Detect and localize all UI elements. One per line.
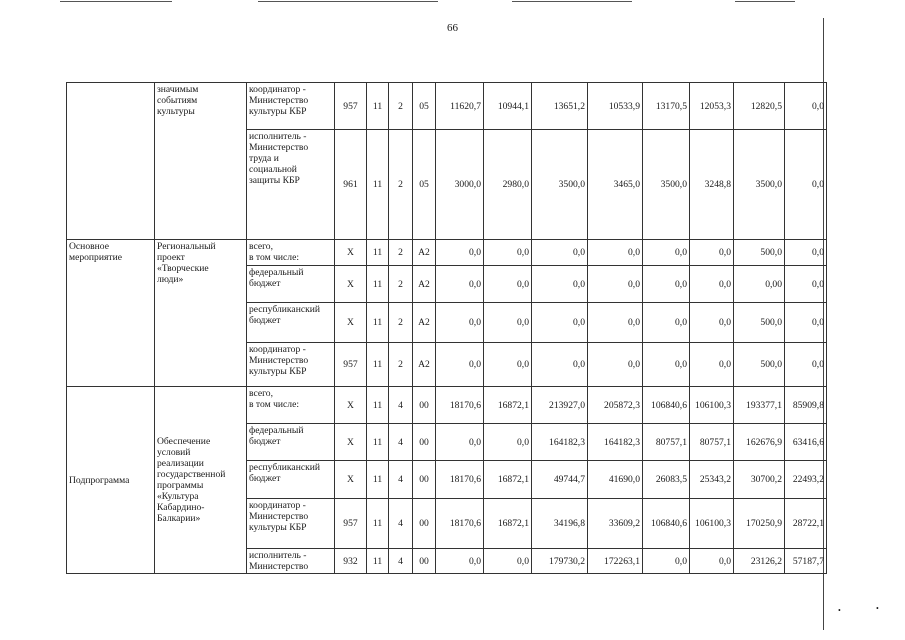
event-name-cell: значимым событиям культуры xyxy=(155,83,247,240)
value-cell: 106840,6 xyxy=(643,387,690,424)
scan-edge-line xyxy=(735,1,795,2)
rz-cell: 11 xyxy=(367,343,389,387)
scan-edge-line xyxy=(512,1,632,2)
pr-cell: 4 xyxy=(389,499,413,549)
value-cell: 0,0 xyxy=(484,266,532,303)
table-row xyxy=(67,83,827,130)
code-cell: 05 xyxy=(413,130,436,240)
rz-cell: 11 xyxy=(367,303,389,343)
performer-cell: исполнитель - Министерство xyxy=(247,549,335,574)
value-cell: 80757,1 xyxy=(643,424,690,461)
event-name-cell: Региональный проект «Творческие люди» xyxy=(155,240,247,387)
value-cell: 30700,2 xyxy=(734,461,785,499)
value-cell: 34196,8 xyxy=(532,499,588,549)
pr-cell: 4 xyxy=(389,424,413,461)
value-cell: 172263,1 xyxy=(588,549,643,574)
pr-cell: 2 xyxy=(389,130,413,240)
value-cell: 3248,8 xyxy=(690,130,734,240)
value-cell: 16872,1 xyxy=(484,499,532,549)
value-cell: 23126,2 xyxy=(734,549,785,574)
value-cell: 3500,0 xyxy=(532,130,588,240)
value-cell: 0,0 xyxy=(643,240,690,266)
value-cell: 213927,0 xyxy=(532,387,588,424)
value-cell: 18170,6 xyxy=(436,461,484,499)
value-cell: 500,0 xyxy=(734,343,785,387)
grbs-cell: X xyxy=(335,240,367,266)
pr-cell: 2 xyxy=(389,240,413,266)
value-cell: 12053,3 xyxy=(690,83,734,130)
value-cell: 63416,6 xyxy=(785,424,827,461)
rz-cell: 11 xyxy=(367,499,389,549)
value-cell: 0,0 xyxy=(436,266,484,303)
value-cell: 0,0 xyxy=(588,343,643,387)
performer-cell: координатор - Министерство культуры КБР xyxy=(247,499,335,549)
rz-cell: 11 xyxy=(367,130,389,240)
pr-cell: 4 xyxy=(389,461,413,499)
value-cell: 0,0 xyxy=(785,130,827,240)
value-cell: 0,0 xyxy=(532,240,588,266)
grbs-cell: X xyxy=(335,387,367,424)
value-cell: 0,0 xyxy=(484,424,532,461)
scan-edge-line xyxy=(258,1,438,2)
code-cell: A2 xyxy=(413,240,436,266)
value-cell: 0,0 xyxy=(588,266,643,303)
value-cell: 0,0 xyxy=(484,240,532,266)
status-cell xyxy=(67,83,155,240)
performer-cell: всего, в том числе: xyxy=(247,387,335,424)
value-cell: 3000,0 xyxy=(436,130,484,240)
value-cell: 162676,9 xyxy=(734,424,785,461)
value-cell: 33609,2 xyxy=(588,499,643,549)
code-cell: 00 xyxy=(413,424,436,461)
event-name-cell: Обеспечение условий реализации государственной программы «Культура Кабардино- Балкарии» xyxy=(155,387,247,574)
value-cell: 205872,3 xyxy=(588,387,643,424)
value-cell: 106100,3 xyxy=(690,387,734,424)
rz-cell: 11 xyxy=(367,387,389,424)
value-cell: 0,0 xyxy=(690,549,734,574)
value-cell: 0,0 xyxy=(436,424,484,461)
value-cell: 18170,6 xyxy=(436,387,484,424)
code-cell: A2 xyxy=(413,303,436,343)
value-cell: 26083,5 xyxy=(643,461,690,499)
value-cell: 0,0 xyxy=(643,549,690,574)
table-row xyxy=(67,240,827,266)
value-cell: 0,0 xyxy=(436,240,484,266)
value-cell: 0,0 xyxy=(785,240,827,266)
value-cell: 3465,0 xyxy=(588,130,643,240)
value-cell: 0,0 xyxy=(785,83,827,130)
value-cell: 13170,5 xyxy=(643,83,690,130)
pr-cell: 4 xyxy=(389,387,413,424)
value-cell: 0,0 xyxy=(643,266,690,303)
value-cell: 0,0 xyxy=(532,343,588,387)
pr-cell: 2 xyxy=(389,83,413,130)
performer-cell: всего, в том числе: xyxy=(247,240,335,266)
code-cell: A2 xyxy=(413,266,436,303)
performer-cell: федеральный бюджет xyxy=(247,266,335,303)
value-cell: 0,0 xyxy=(532,303,588,343)
code-cell: 00 xyxy=(413,549,436,574)
pr-cell: 2 xyxy=(389,266,413,303)
value-cell: 170250,9 xyxy=(734,499,785,549)
value-cell: 0,0 xyxy=(785,266,827,303)
value-cell: 10944,1 xyxy=(484,83,532,130)
code-cell: 00 xyxy=(413,387,436,424)
value-cell: 0,0 xyxy=(436,303,484,343)
table-row xyxy=(67,387,827,424)
value-cell: 0,0 xyxy=(643,343,690,387)
value-cell: 0,0 xyxy=(643,303,690,343)
value-cell: 11620,7 xyxy=(436,83,484,130)
value-cell: 12820,5 xyxy=(734,83,785,130)
code-cell: 05 xyxy=(413,83,436,130)
grbs-cell: X xyxy=(335,461,367,499)
value-cell: 106100,3 xyxy=(690,499,734,549)
value-cell: 0,0 xyxy=(690,343,734,387)
value-cell: 85909,8 xyxy=(785,387,827,424)
pr-cell: 2 xyxy=(389,343,413,387)
value-cell: 28722,1 xyxy=(785,499,827,549)
value-cell: 0,0 xyxy=(484,303,532,343)
value-cell: 500,0 xyxy=(734,303,785,343)
value-cell: 0,0 xyxy=(785,303,827,343)
value-cell: 164182,3 xyxy=(532,424,588,461)
budget-table xyxy=(66,82,827,574)
performer-cell: федеральный бюджет xyxy=(247,424,335,461)
grbs-cell: X xyxy=(335,303,367,343)
code-cell: 00 xyxy=(413,499,436,549)
performer-cell: республиканский бюджет xyxy=(247,461,335,499)
page-number: 66 xyxy=(447,22,458,34)
performer-cell: координатор - Министерство культуры КБР xyxy=(247,83,335,130)
performer-cell: координатор - Министерство культуры КБР xyxy=(247,343,335,387)
rz-cell: 11 xyxy=(367,461,389,499)
status-cell: Подпрограмма xyxy=(67,387,155,574)
value-cell: 10533,9 xyxy=(588,83,643,130)
value-cell: 3500,0 xyxy=(643,130,690,240)
rz-cell: 11 xyxy=(367,240,389,266)
value-cell: 0,0 xyxy=(588,240,643,266)
value-cell: 0,0 xyxy=(436,343,484,387)
value-cell: 41690,0 xyxy=(588,461,643,499)
scan-speck: • xyxy=(876,604,879,613)
value-cell: 0,0 xyxy=(785,343,827,387)
value-cell: 16872,1 xyxy=(484,387,532,424)
status-cell: Основное мероприятие xyxy=(67,240,155,387)
value-cell: 2980,0 xyxy=(484,130,532,240)
value-cell: 0,0 xyxy=(690,303,734,343)
rz-cell: 11 xyxy=(367,549,389,574)
code-cell: A2 xyxy=(413,343,436,387)
value-cell: 80757,1 xyxy=(690,424,734,461)
value-cell: 18170,6 xyxy=(436,499,484,549)
value-cell: 0,0 xyxy=(436,549,484,574)
performer-cell: республиканский бюджет xyxy=(247,303,335,343)
value-cell: 0,0 xyxy=(690,240,734,266)
rz-cell: 11 xyxy=(367,83,389,130)
value-cell: 0,0 xyxy=(484,343,532,387)
rz-cell: 11 xyxy=(367,266,389,303)
value-cell: 193377,1 xyxy=(734,387,785,424)
rz-cell: 11 xyxy=(367,424,389,461)
value-cell: 0,0 xyxy=(484,549,532,574)
value-cell: 25343,2 xyxy=(690,461,734,499)
code-cell: 00 xyxy=(413,461,436,499)
grbs-cell: X xyxy=(335,266,367,303)
value-cell: 0,0 xyxy=(532,266,588,303)
value-cell: 13651,2 xyxy=(532,83,588,130)
value-cell: 106840,6 xyxy=(643,499,690,549)
value-cell: 3500,0 xyxy=(734,130,785,240)
grbs-cell: 932 xyxy=(335,549,367,574)
pr-cell: 4 xyxy=(389,549,413,574)
value-cell: 0,0 xyxy=(690,266,734,303)
pr-cell: 2 xyxy=(389,303,413,343)
grbs-cell: 957 xyxy=(335,499,367,549)
scan-edge-line xyxy=(60,1,172,2)
grbs-cell: 957 xyxy=(335,343,367,387)
value-cell: 16872,1 xyxy=(484,461,532,499)
value-cell: 57187,7 xyxy=(785,549,827,574)
grbs-cell: 961 xyxy=(335,130,367,240)
scan-speck: • xyxy=(838,606,841,615)
value-cell: 164182,3 xyxy=(588,424,643,461)
value-cell: 500,0 xyxy=(734,240,785,266)
grbs-cell: X xyxy=(335,424,367,461)
value-cell: 49744,7 xyxy=(532,461,588,499)
grbs-cell: 957 xyxy=(335,83,367,130)
value-cell: 0,00 xyxy=(734,266,785,303)
performer-cell: исполнитель - Министерство труда и социальной защиты КБР xyxy=(247,130,335,240)
value-cell: 179730,2 xyxy=(532,549,588,574)
value-cell: 22493,2 xyxy=(785,461,827,499)
value-cell: 0,0 xyxy=(588,303,643,343)
